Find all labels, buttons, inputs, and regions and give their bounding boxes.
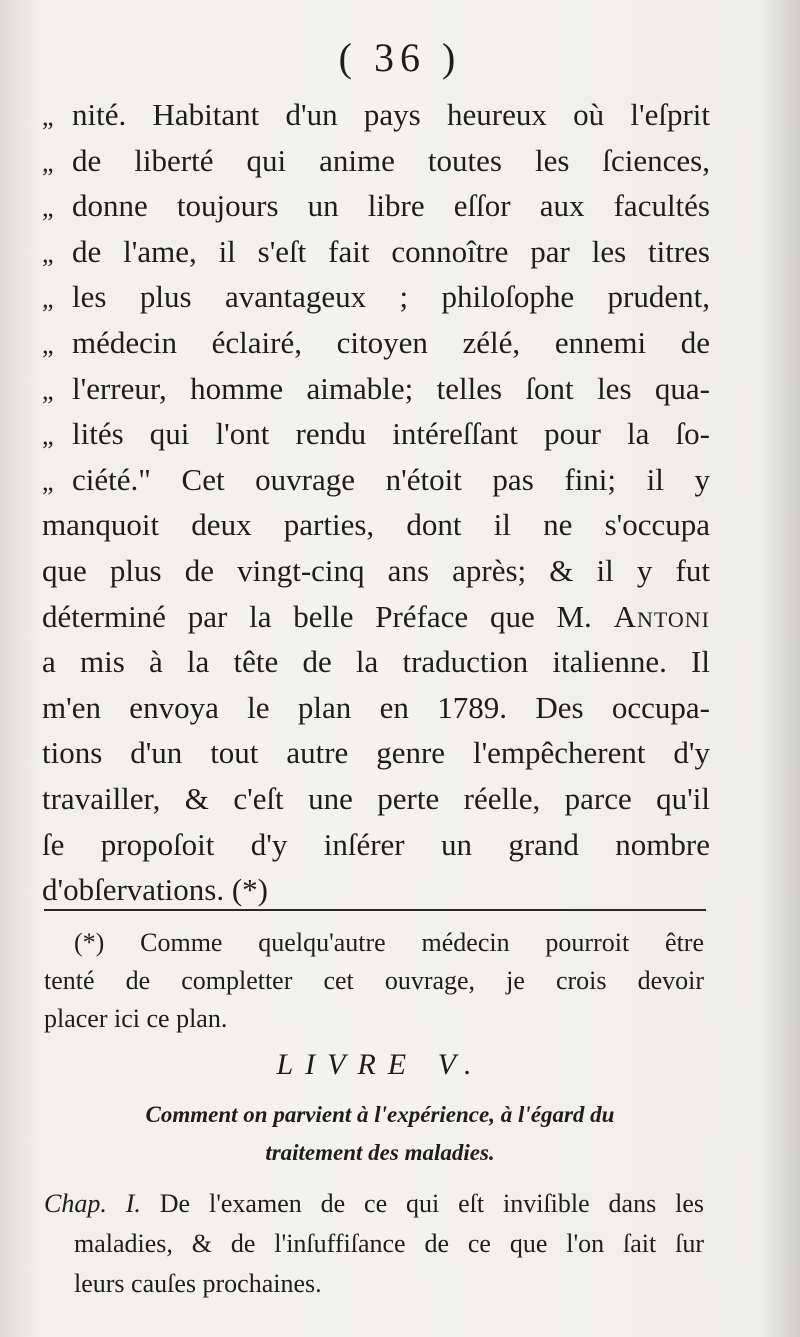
- section-heading: LIVRE V.: [276, 1048, 484, 1081]
- text-line: „ ciété." Cet ouvrage n'étoit pas fini; il y: [42, 457, 710, 503]
- text-line: „ médecin éclairé, citoyen zélé, ennemi de: [42, 320, 710, 366]
- footnote-rule: [44, 909, 706, 911]
- author-name: Antoni: [613, 598, 710, 634]
- text-line: „ de l'ame, il s'eſt fait connoître par les titres: [42, 229, 710, 275]
- text-line: a mis à la tête de la traduction italienne. Il: [42, 644, 710, 680]
- chapter-label: Chap. I.: [44, 1189, 141, 1218]
- quote-mark: „: [42, 375, 54, 405]
- text-line: déterminé par la belle Préface que M. Antoni: [42, 598, 710, 634]
- quote-mark: „: [42, 329, 54, 359]
- subtitle-line: Comment on parvient à l'expérience, à l'égard du: [145, 1102, 615, 1127]
- quote-mark: „: [42, 284, 54, 314]
- text-line: „ les plus avantageux ; philoſophe prudent,: [42, 274, 710, 320]
- quote-mark: „: [42, 421, 54, 451]
- text-line: travailler, & c'eſt une perte réelle, parce qu'il: [42, 780, 710, 816]
- text-line: m'en envoya le plan en 1789. Des occupa-: [42, 689, 710, 725]
- text-line: „ nité. Habitant d'un pays heureux où l'eſprit: [42, 92, 710, 138]
- text-line: ſe propoſoit d'y inſérer un grand nombre: [42, 826, 710, 862]
- quote-mark: „: [42, 466, 54, 496]
- section-subtitle: [60, 1096, 700, 1172]
- text-line: manquoit deux parties, dont il ne s'occupa: [42, 507, 710, 543]
- text-line: que plus de vingt-cinq ans après; & il y fut: [42, 552, 710, 588]
- chapter-line: maladies, & de l'inſuffiſance de ce que l'on ſait ſur: [74, 1229, 704, 1258]
- page-number: ( 36 ): [338, 35, 462, 80]
- footnote-line: placer ici ce plan.: [44, 1004, 228, 1033]
- footnote: [44, 924, 704, 1038]
- text-line: „ de liberté qui anime toutes les ſciences,: [42, 138, 710, 184]
- main-text: [42, 92, 710, 913]
- text-line: „ l'erreur, homme aimable; telles ſont les qua-: [42, 366, 710, 412]
- chapter-line: leurs cauſes prochaines.: [74, 1269, 322, 1298]
- text-line: „ donne toujours un libre eſſor aux facultés: [42, 183, 710, 229]
- text-line: d'obſervations. (*): [42, 872, 268, 908]
- text-line: „ lités qui l'ont rendu intéreſſant pour la ſo-: [42, 411, 710, 457]
- quote-mark: „: [42, 238, 54, 268]
- chapter-entry: [44, 1184, 704, 1304]
- chapter-line: Chap. I. De l'examen de ce qui eſt inviſible dans les: [44, 1189, 704, 1218]
- quote-mark: „: [42, 193, 54, 223]
- footnote-line: tenté de completter cet ouvrage, je crois devoir: [44, 966, 704, 995]
- text-line: tions d'un tout autre genre l'empêcherent d'y: [42, 735, 710, 771]
- quote-mark: „: [42, 102, 54, 131]
- subtitle-line: traitement des maladies.: [265, 1140, 495, 1165]
- quote-mark: „: [42, 147, 54, 177]
- footnote-line: (*) Comme quelqu'autre médecin pourroit être: [74, 928, 704, 957]
